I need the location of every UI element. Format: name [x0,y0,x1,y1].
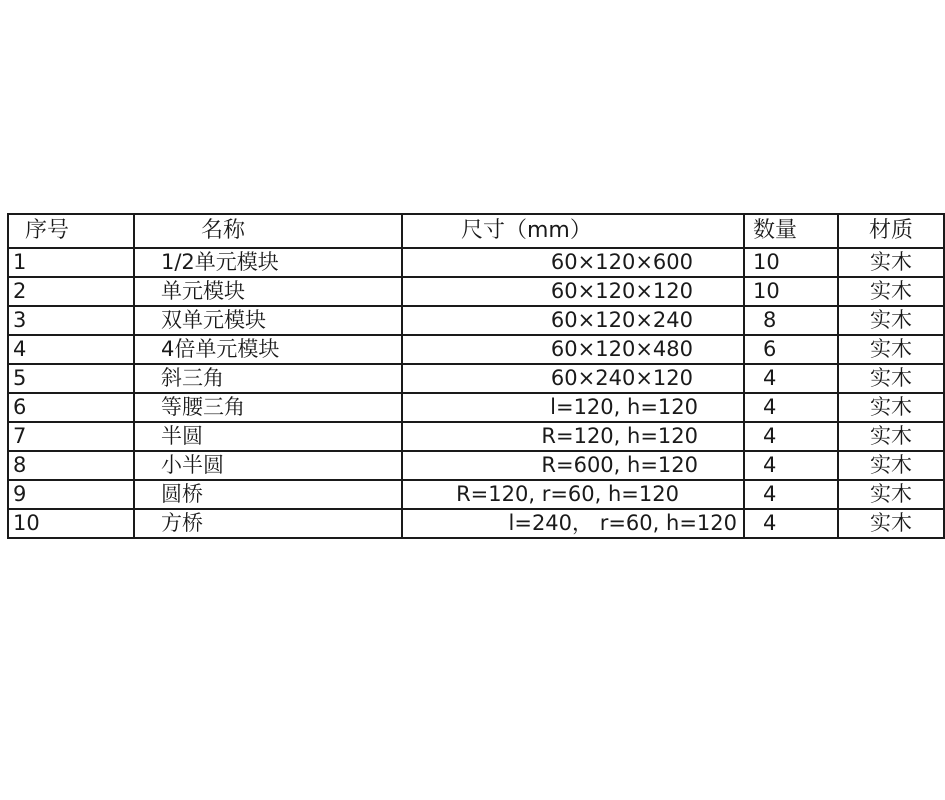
cell-name: 圆桥 [134,480,402,509]
table-row [8,335,944,364]
cell-no: 5 [8,364,134,393]
table-row [8,393,944,422]
cell-qty: 4 [744,480,838,509]
cell-qty: 4 [744,393,838,422]
table-row [8,480,944,509]
cell-no: 7 [8,422,134,451]
table-row [8,306,944,335]
cell-material: 实木 [838,393,944,422]
cell-qty: 10 [744,248,838,277]
header-material: 材质 [838,214,944,248]
cell-size: 60×120×600 [402,248,744,277]
cell-qty: 8 [744,306,838,335]
table-row [8,277,944,306]
cell-qty: 6 [744,335,838,364]
cell-size: 60×120×240 [402,306,744,335]
cell-name: 双单元模块 [134,306,402,335]
cell-name: 半圆 [134,422,402,451]
table-row [8,422,944,451]
cell-material: 实木 [838,335,944,364]
cell-material: 实木 [838,248,944,277]
cell-size: 60×240×120 [402,364,744,393]
header-no: 序号 [8,214,134,248]
cell-size: R=120, r=60, h=120 [402,480,744,509]
cell-no: 10 [8,509,134,538]
cell-name: 等腰三角 [134,393,402,422]
cell-material: 实木 [838,306,944,335]
cell-no: 6 [8,393,134,422]
table-header-row [8,214,944,248]
cell-no: 1 [8,248,134,277]
cell-material: 实木 [838,480,944,509]
cell-no: 9 [8,480,134,509]
cell-name: 单元模块 [134,277,402,306]
cell-material: 实木 [838,364,944,393]
cell-material: 实木 [838,451,944,480]
table-row [8,451,944,480]
cell-name: 4倍单元模块 [134,335,402,364]
cell-name: 斜三角 [134,364,402,393]
header-qty: 数量 [744,214,838,248]
spec-table [7,213,945,539]
cell-size: l=120, h=120 [402,393,744,422]
cell-name: 1/2单元模块 [134,248,402,277]
table-row [8,364,944,393]
cell-qty: 4 [744,451,838,480]
cell-size: R=600, h=120 [402,451,744,480]
cell-size: l=240， r=60, h=120 [402,509,744,538]
cell-size: 60×120×120 [402,277,744,306]
cell-material: 实木 [838,509,944,538]
cell-no: 8 [8,451,134,480]
cell-material: 实木 [838,422,944,451]
cell-no: 3 [8,306,134,335]
cell-size: R=120, h=120 [402,422,744,451]
table-row [8,248,944,277]
cell-qty: 4 [744,364,838,393]
cell-no: 4 [8,335,134,364]
cell-qty: 4 [744,422,838,451]
header-name: 名称 [134,214,402,248]
header-size: 尺寸（mm） [402,214,744,248]
cell-name: 小半圆 [134,451,402,480]
cell-qty: 4 [744,509,838,538]
cell-material: 实木 [838,277,944,306]
table-row [8,509,944,538]
cell-no: 2 [8,277,134,306]
cell-qty: 10 [744,277,838,306]
cell-size: 60×120×480 [402,335,744,364]
cell-name: 方桥 [134,509,402,538]
